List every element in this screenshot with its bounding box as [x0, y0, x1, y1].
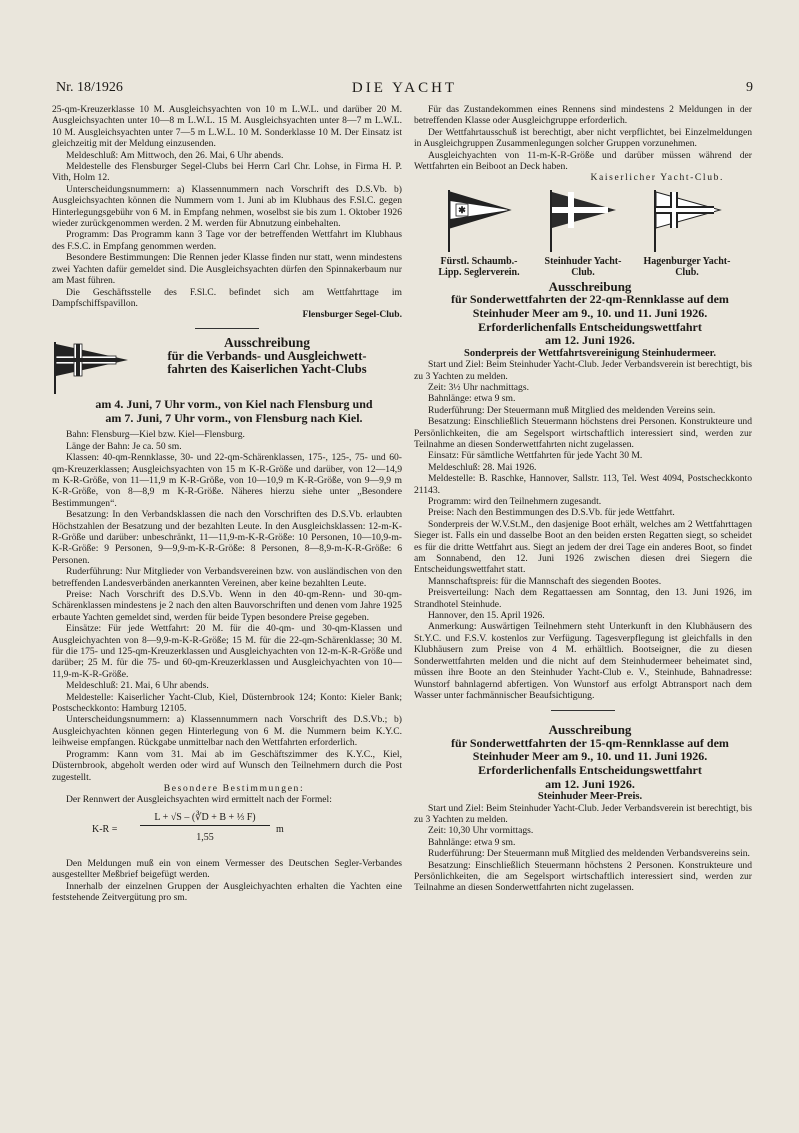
announcement-title: Ausschreibung — [223, 334, 311, 350]
announcement-line: Erforderlichenfalls Entscheidungswettfahrt — [478, 763, 702, 777]
paragraph: Sonderpreis der W.V.St.M., den dasjenige Boot erhält, welches am 2 Wettfahrttagen Sieger ist. Falls ein und dasselbe Boot an den beiden ersten Regatten siegt, so scheidet es für die dritte Wettfahrt aus. Siegt an jedem der drei Tage ein anderes Boot, so findet am Sonnabend, den 12. Juni 1926 zwischen diesen drei Siegern die Entscheidungswettfahrt statt. — [414, 518, 752, 576]
kyc-pennant-icon — [52, 342, 132, 397]
paragraph: Besatzung: Einschließlich Steuermann höchstens 2 Personen. Konstrukteure und Persönlichkeiten, die am Segelsport wirtschaftlich interessiert sind, werden zur Teilnahme an diesen Sonderwettfahrten nicht zugelassen. — [414, 859, 752, 894]
announcement-line: Steinhuder Meer am 9., 10. und 11. Juni 1926. — [472, 749, 708, 764]
formula-unit: m — [276, 823, 284, 835]
page-number: 9 — [746, 80, 753, 95]
paragraph: 25-qm-Kreuzerklasse 10 M. Ausgleichsyachten von 10 m L.W.L. und darüber 20 M. Ausgleichsyachten unter 10—8 m L.W.L. 15 M. Ausgleichsyachten unter 8—7 m L.W.L. 10 M. Ausgleichsyachten unter 7—5 m L.W.L. 10 M. Sonderklasse 10 M. Der Einsatz ist gleichzeitig mit der Meldung einzusenden. — [52, 104, 402, 150]
paragraph: Ausgleichyachten von 11-m-K-R-Größe und darüber müssen während der Wettfahrten ein Beiboot an Deck haben. — [414, 149, 752, 173]
paragraph: Programm: wird den Teilnehmern zugesandt. — [428, 496, 602, 507]
paragraph: Der Wettfahrtausschuß ist berechtigt, aber nicht verpflichtet, bei Einzelmeldungen in Ausgleichgruppen Zusammenlegungen solcher Gruppen vorzunehmen. — [414, 126, 752, 150]
paragraph: Einsätze: Für jede Wettfahrt: 20 M. für die 40-qm- und 30-qm-Klassen und Ausgleichyachten von 8—9,9-m-K-R-Größe; 15 M. für die 22-qm-Schärenklasse; 30 M. für die 175- und 125-qm-Kreuzerklassen und Ausgleichyachten von 12-m-K-R-Größe und darüber; 25 M. für die 75- und 60-qm-Kreuzerklassen und Ausgleichyachten von 10—11,9-m-K-R-Größe. — [52, 623, 402, 680]
paragraph: Meldestelle: Kaiserlicher Yacht-Club, Kiel, Düsternbrook 124; Konto: Kieler Bank; Postscheckkonto: Hamburg 12105. — [52, 691, 402, 715]
paragraph: Länge der Bahn: Je ca. 50 sm. — [66, 440, 182, 452]
announcement-line: am 7. Juni, 7 Uhr vorm., von Flensburg nach Kiel. — [105, 410, 363, 425]
formula-lhs: K-R = — [92, 823, 118, 835]
paragraph: Zeit: 10,30 Uhr vormittags. — [428, 825, 534, 837]
left-column — [52, 104, 402, 903]
rating-formula — [92, 810, 402, 852]
paragraph: Besondere Bestimmungen: Die Rennen jeder Klasse finden nur statt, wenn mindestens zwei Yachten dafür gemeldet sind. Die Ausgleichsyachten dürfen den Spinnakerbaum nur am Mast führen. — [52, 252, 402, 287]
paragraph: Mannschaftspreis: für die Mannschaft des siegenden Bootes. — [428, 575, 662, 587]
announcement-line: am 4. Juni, 7 Uhr vorm., von Kiel nach Flensburg und — [95, 397, 373, 412]
pennant-steinhuder — [535, 190, 631, 278]
prize-name: Steinhuder Meer-Preis. — [537, 791, 643, 803]
paragraph: Innerhalb der einzelnen Gruppen der Ausgleichyachten erhalten die Yachten eine feststehende Zeitvergütung pro sm. — [52, 880, 402, 903]
right-column — [414, 104, 752, 894]
paragraph: Start und Ziel: Beim Steinhuder Yacht-Club. Jeder Verbandsverein ist berechtigt, bis zu 3 Yachten zu melden. — [414, 359, 752, 382]
announcement-line: für Sonderwettfahrten der 22-qm-Rennklasse auf dem — [451, 292, 729, 307]
pennant-schaumburg — [431, 190, 527, 278]
page-header — [56, 80, 753, 100]
club-pennants — [414, 190, 752, 278]
paragraph: Die Geschäftsstelle des F.Sl.C. befindet sich am Wettfahrttage im Dampfschiffspavillon. — [52, 286, 402, 309]
paragraph: Anmerkung: Auswärtigen Teilnehmern steht Unterkunft in den Klubhäusern des St.Y.C. und F.S.V. kostenlos zur Verfügung. Tagesverpflegung ist gleichfalls in den Klubhäusern zum Preise von 4 M. erhältlich. Bootseigner, die zu diesen Sonderwettfahrten melden und die nicht auf dem Steinhudermeer beheimatet sind, müssen ihre Boote an den Steinhuder Yacht-Club e. V., Steinhude, Bahnadresse: Wunstorf bahnlagernd abfertigen. Von Wunstorf aus erfolgt Abtransport nach dem Wasser unter fachmännischer Beaufsichtigung. — [414, 621, 752, 701]
paragraph: Hannover, den 15. April 1926. — [428, 610, 545, 622]
paragraph: Ruderführung: Der Steuermann muß Mitglied des meldenden Vereins sein. — [428, 404, 716, 416]
paragraph: Bahnlänge: etwa 9 sm. — [428, 393, 516, 405]
paragraph: Bahn: Flensburg—Kiel bzw. Kiel—Flensburg. — [66, 429, 245, 441]
announcement-line: für Sonderwettfahrten der 15-qm-Rennklasse auf dem — [451, 735, 729, 750]
announcement-block — [52, 336, 402, 397]
paragraph: Klassen: 40-qm-Rennklasse, 30- und 22-qm-Schärenklassen, 175-, 125-, 75- und 60-qm-Kreuzerklassen; Ausgleichsyachten von 15 m K-R-Größe und darüber, von 12—14,9 m K-R-Größe, von 11—11,9 m K-R-Größe, von 10—10,9 m K-R-Größe, von 9—9,9 m K-R-Größe, von 8—8,9 m K-R-Größe. Näheres hierzu siehe unter „Besondere Bestimmungen“. — [52, 452, 402, 509]
paragraph: Meldeschluß: 21. Mai, 6 Uhr abends. — [66, 680, 209, 692]
paragraph: Ruderführung: Nur Mitglieder von Verbandsvereinen bzw. von ausländischen von den betreffenden Landesverbänden anerkannten Vereinen, aber keine bezahlten Leute. — [52, 566, 402, 589]
pennant-hagenburger — [639, 190, 735, 278]
formula-numerator: L + √S – (∛D + B + ⅓ F) — [140, 812, 270, 826]
announcement-line: am 12. Juni 1926. — [545, 333, 635, 348]
paragraph: Den Meldungen muß ein von einem Vermesser des Deutschen Segler-Verbandes ausgestellter Meßbrief beigefügt werden. — [52, 857, 402, 881]
schaumburg-pennant-icon — [446, 190, 512, 252]
paragraph: Meldestelle: B. Raschke, Hannover, Sallstr. 113, Tel. West 4094, Postscheckkonto 21143. — [414, 473, 752, 496]
announcement-line: fahrten des Kaiserlichen Yacht-Clubs — [167, 362, 367, 377]
paragraph: Bahnlänge: etwa 9 sm. — [428, 836, 516, 848]
pennant-label: Steinhuder Yacht-Club. — [544, 255, 622, 278]
paragraph: Für das Zustandekommen eines Rennens sind mindestens 2 Meldungen in der betreffenden Klasse oder Ausgleichgruppe erforderlich. — [414, 104, 752, 127]
announcement-line: Steinhuder Meer am 9., 10. und 11. Juni 1926. — [472, 305, 708, 320]
formula-denominator: 1,55 — [196, 831, 214, 843]
paragraph: Ruderführung: Der Steuermann muß Mitglied des meldenden Verbandsvereins sein. — [428, 848, 750, 860]
paragraph: Preise: Nach Vorschrift des D.S.Vb. Wenn in den 40-qm-Renn- und 30-qm-Schärenklassen mindestens je 2 nach den alten Bauvorschriften und denen vom Jahre 1925 erbaute Yachten gemeldet sind, werden für beide Typen besondere Preise gegeben. — [52, 589, 402, 623]
paragraph: Der Rennwert der Ausgleichsyachten wird ermittelt nach der Formel: — [66, 794, 332, 806]
paragraph: Unterscheidungsnummern: a) Klassennummern nach Vorschrift des D.S.Vb.; b) Ausgleichyachten können gegen Hinterlegung von 6 M. die Nummern beim K.Y.C. leihweise empfangen. Rückgabe unmittelbar nach den Wettfahrten erforderlich. — [52, 714, 402, 749]
magazine-title: DIE YACHT — [351, 80, 458, 96]
paragraph: Meldeschluß: 28. Mai 1926. — [428, 461, 537, 473]
signature: Kaiserlicher Yacht-Club. — [590, 172, 724, 184]
paragraph: Meldeschluß: Am Mittwoch, den 26. Mai, 6 Uhr abends. — [66, 149, 284, 161]
prize-name: Sonderpreis der Wettfahrtsvereinigung Steinhudermeer. — [464, 347, 716, 359]
paragraph: Besatzung: Einschließlich Steuermann höchstens drei Personen. Konstrukteure und Persönlichkeiten, die am Segelsport wirtschaftlich interessiert sind, werden zur Teilnahme an diesen Sonderwettfahrten nicht zugelassen. — [414, 416, 752, 450]
section-heading: Besondere Bestimmungen: — [163, 782, 305, 794]
paragraph: Besatzung: In den Verbandsklassen die nach den Vorschriften des D.S.Vb. erlaubten Höchstzahlen der Besatzung und der bezahlten Leute. In den Ausgleichsklassen: 12-m-K-R-Größe und darüber: unbeschränkt, 11—11,9-m-K-R-Größe: 10 Personen, 10—10,9-m-K-R-Größe: 9 Personen, 9—9,9-m-K-R-Größe: 8 Personen, 8—8,9-m-K-R-Größe: 6 Personen. — [52, 509, 402, 566]
paragraph: Programm: Das Programm kann 3 Tage vor der betreffenden Wettfahrt im Klubhaus des F.S.C. in Empfang genommen werden. — [52, 229, 402, 252]
divider — [195, 328, 259, 329]
announcement-line: für die Verbands- und Ausgleichwett- — [167, 348, 367, 363]
paragraph: Meldestelle des Flensburger Segel-Clubs bei Herrn Carl Chr. Lohse, in Firma H. P. Vith, Holm 12. — [52, 161, 402, 184]
hagenburger-pennant-icon — [652, 190, 722, 252]
paragraph: Programm: Kann vom 31. Mai ab im Geschäftszimmer des K.Y.C., Kiel, Düsternbrook, abgeholt werden oder wird auf Wunsch den Teilnehmern durch die Post zugestellt. — [52, 748, 402, 783]
announcement-title: Ausschreibung — [548, 722, 632, 738]
paragraph: Preisverteilung: Nach dem Regattaessen am Sonntag, den 13. Juni 1926, im Strandhotel Steinhude. — [414, 587, 752, 610]
divider — [551, 710, 615, 711]
announcement-title: Ausschreibung — [548, 278, 632, 294]
paragraph: Einsatz: Für sämtliche Wettfahrten für jede Yacht 30 M. — [428, 450, 643, 462]
issue-number: Nr. 18/1926 — [56, 80, 123, 95]
signature: Flensburger Segel-Club. — [302, 309, 402, 321]
announcement-line: Erforderlichenfalls Entscheidungswettfahrt — [478, 319, 702, 334]
announcement-line: am 12. Juni 1926. — [545, 776, 635, 791]
svg-text:✱: ✱ — [458, 204, 466, 215]
paragraph: Zeit: 3½ Uhr nachmittags. — [428, 381, 529, 393]
paragraph: Start und Ziel: Beim Steinhuder Yacht-Club. Jeder Verbandsverein ist berechtigt, bis zu 3 Yachten zu melden. — [414, 802, 752, 825]
pennant-label: Hagenburger Yacht-Club. — [643, 255, 731, 278]
paragraph: Preise: Nach den Bestimmungen des D.S.Vb. für jede Wettfahrt. — [428, 507, 675, 519]
steinhuder-pennant-icon — [548, 190, 618, 252]
paragraph: Unterscheidungsnummern: a) Klassennummern nach Vorschrift des D.S.Vb. b) Ausgleichsyachten können die Nummern vom 1. Juni ab im Klubhaus des F.Sl.C. gegen Hinterlegungsgebühr von 6 M. in Empfang nehmen, woselbst sie bis zum 1. Oktober 1926 wieder zurückgenommen werden. 2 M. werden für Abnutzung einbehalten. — [52, 183, 402, 230]
pennant-label: Fürstl. Schaumb.-Lipp. Seglerverein. — [438, 255, 520, 278]
